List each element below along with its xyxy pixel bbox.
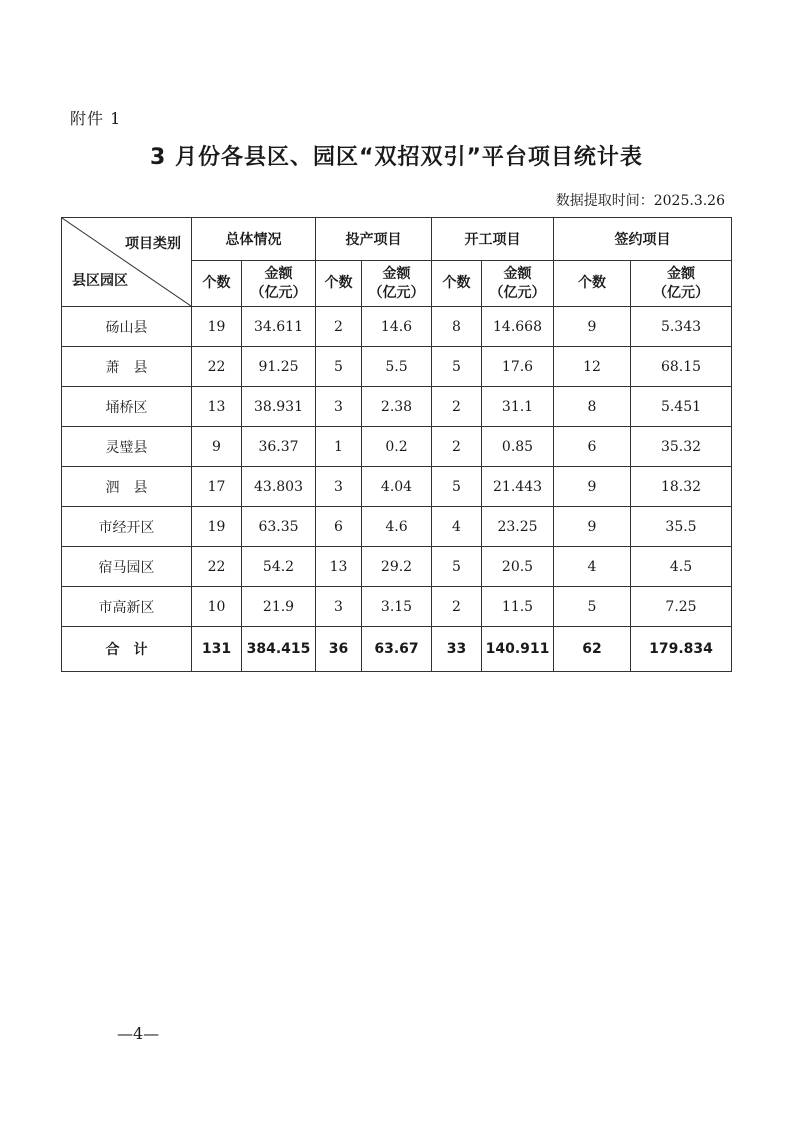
col-header-amount: 金额 （亿元） <box>631 261 732 307</box>
table-cell: 3 <box>316 387 362 427</box>
table-row <box>62 507 732 547</box>
table-cell: 3 <box>316 587 362 627</box>
table-cell: 6 <box>554 427 631 467</box>
table-cell: 54.2 <box>242 547 316 587</box>
table-cell: 1 <box>316 427 362 467</box>
table-cell: 14.668 <box>482 307 554 347</box>
table-cell: 4.6 <box>362 507 432 547</box>
col-header-count: 个数 <box>192 261 242 307</box>
table-cell: 5 <box>316 347 362 387</box>
region-name: 灵璧县 <box>62 427 192 467</box>
table-cell: 17 <box>192 467 242 507</box>
table-cell: 17.6 <box>482 347 554 387</box>
col-header-count: 个数 <box>432 261 482 307</box>
table-cell: 22 <box>192 547 242 587</box>
table-cell: 23.25 <box>482 507 554 547</box>
page-number: —4— <box>117 1024 160 1043</box>
statistics-table <box>61 217 732 672</box>
total-cell: 36 <box>316 627 362 672</box>
col-header-count: 个数 <box>316 261 362 307</box>
table-cell: 3.15 <box>362 587 432 627</box>
table-cell: 9 <box>554 507 631 547</box>
data-date: 数据提取时间：2025.3.26 <box>555 193 725 209</box>
table-row <box>62 347 732 387</box>
table-cell: 36.37 <box>242 427 316 467</box>
table-cell: 43.803 <box>242 467 316 507</box>
table-cell: 34.611 <box>242 307 316 347</box>
table-cell: 13 <box>192 387 242 427</box>
table-cell: 35.32 <box>631 427 732 467</box>
table-corner-header <box>62 218 192 307</box>
table-cell: 3 <box>316 467 362 507</box>
table-row <box>62 587 732 627</box>
table-cell: 18.32 <box>631 467 732 507</box>
table-row <box>62 427 732 467</box>
table-cell: 19 <box>192 307 242 347</box>
corner-diagonal <box>62 218 191 306</box>
col-header-amount: 金额 （亿元） <box>242 261 316 307</box>
table-cell: 8 <box>554 387 631 427</box>
table-cell: 13 <box>316 547 362 587</box>
region-name: 泗 县 <box>62 467 192 507</box>
table-cell: 29.2 <box>362 547 432 587</box>
table-cell: 5.451 <box>631 387 732 427</box>
table-cell: 91.25 <box>242 347 316 387</box>
table-cell: 6 <box>316 507 362 547</box>
table-cell: 5 <box>432 547 482 587</box>
table-cell: 9 <box>192 427 242 467</box>
col-header-amount: 金额 （亿元） <box>362 261 432 307</box>
table-cell: 4 <box>554 547 631 587</box>
col-header-count: 个数 <box>554 261 631 307</box>
corner-label-region: 县区园区 <box>72 273 128 289</box>
table-cell: 11.5 <box>482 587 554 627</box>
table-cell: 5.5 <box>362 347 432 387</box>
table-cell: 19 <box>192 507 242 547</box>
table-cell: 4 <box>432 507 482 547</box>
region-name: 市高新区 <box>62 587 192 627</box>
region-name: 萧 县 <box>62 347 192 387</box>
table-cell: 7.25 <box>631 587 732 627</box>
table-cell: 38.931 <box>242 387 316 427</box>
table-cell: 9 <box>554 307 631 347</box>
group-header-production: 投产项目 <box>316 218 432 261</box>
table-cell: 21.9 <box>242 587 316 627</box>
table-cell: 8 <box>432 307 482 347</box>
total-cell: 179.834 <box>631 627 732 672</box>
table-row <box>62 547 732 587</box>
table-cell: 2 <box>432 427 482 467</box>
col-header-amount: 金额 （亿元） <box>482 261 554 307</box>
table-row <box>62 387 732 427</box>
table-cell: 2 <box>316 307 362 347</box>
table-cell: 12 <box>554 347 631 387</box>
region-name: 埇桥区 <box>62 387 192 427</box>
table-cell: 5.343 <box>631 307 732 347</box>
total-cell: 131 <box>192 627 242 672</box>
total-row <box>62 627 732 672</box>
table-cell: 22 <box>192 347 242 387</box>
total-cell: 384.415 <box>242 627 316 672</box>
table-cell: 20.5 <box>482 547 554 587</box>
table-cell: 5 <box>432 347 482 387</box>
table-cell: 68.15 <box>631 347 732 387</box>
table-cell: 4.04 <box>362 467 432 507</box>
table-cell: 14.6 <box>362 307 432 347</box>
table-cell: 35.5 <box>631 507 732 547</box>
table-cell: 21.443 <box>482 467 554 507</box>
attachment-label: 附件 1 <box>70 109 122 128</box>
region-name: 市经开区 <box>62 507 192 547</box>
table-cell: 2 <box>432 587 482 627</box>
region-name: 砀山县 <box>62 307 192 347</box>
table-row <box>62 467 732 507</box>
table-cell: 9 <box>554 467 631 507</box>
table-cell: 5 <box>432 467 482 507</box>
region-name: 宿马园区 <box>62 547 192 587</box>
total-cell: 140.911 <box>482 627 554 672</box>
group-header-overall: 总体情况 <box>192 218 316 261</box>
table-cell: 2.38 <box>362 387 432 427</box>
table-cell: 63.35 <box>242 507 316 547</box>
table-cell: 31.1 <box>482 387 554 427</box>
table-row <box>62 307 732 347</box>
total-label: 合 计 <box>62 627 192 672</box>
table-cell: 4.5 <box>631 547 732 587</box>
table-cell: 0.2 <box>362 427 432 467</box>
group-header-construction: 开工项目 <box>432 218 554 261</box>
total-cell: 33 <box>432 627 482 672</box>
page-title: 3 月份各县区、园区“双招双引”平台项目统计表 <box>150 145 643 170</box>
table-cell: 10 <box>192 587 242 627</box>
group-header-signed: 签约项目 <box>554 218 732 261</box>
table-cell: 0.85 <box>482 427 554 467</box>
table-cell: 5 <box>554 587 631 627</box>
table-cell: 2 <box>432 387 482 427</box>
total-cell: 63.67 <box>362 627 432 672</box>
total-cell: 62 <box>554 627 631 672</box>
corner-label-category: 项目类别 <box>125 236 181 252</box>
